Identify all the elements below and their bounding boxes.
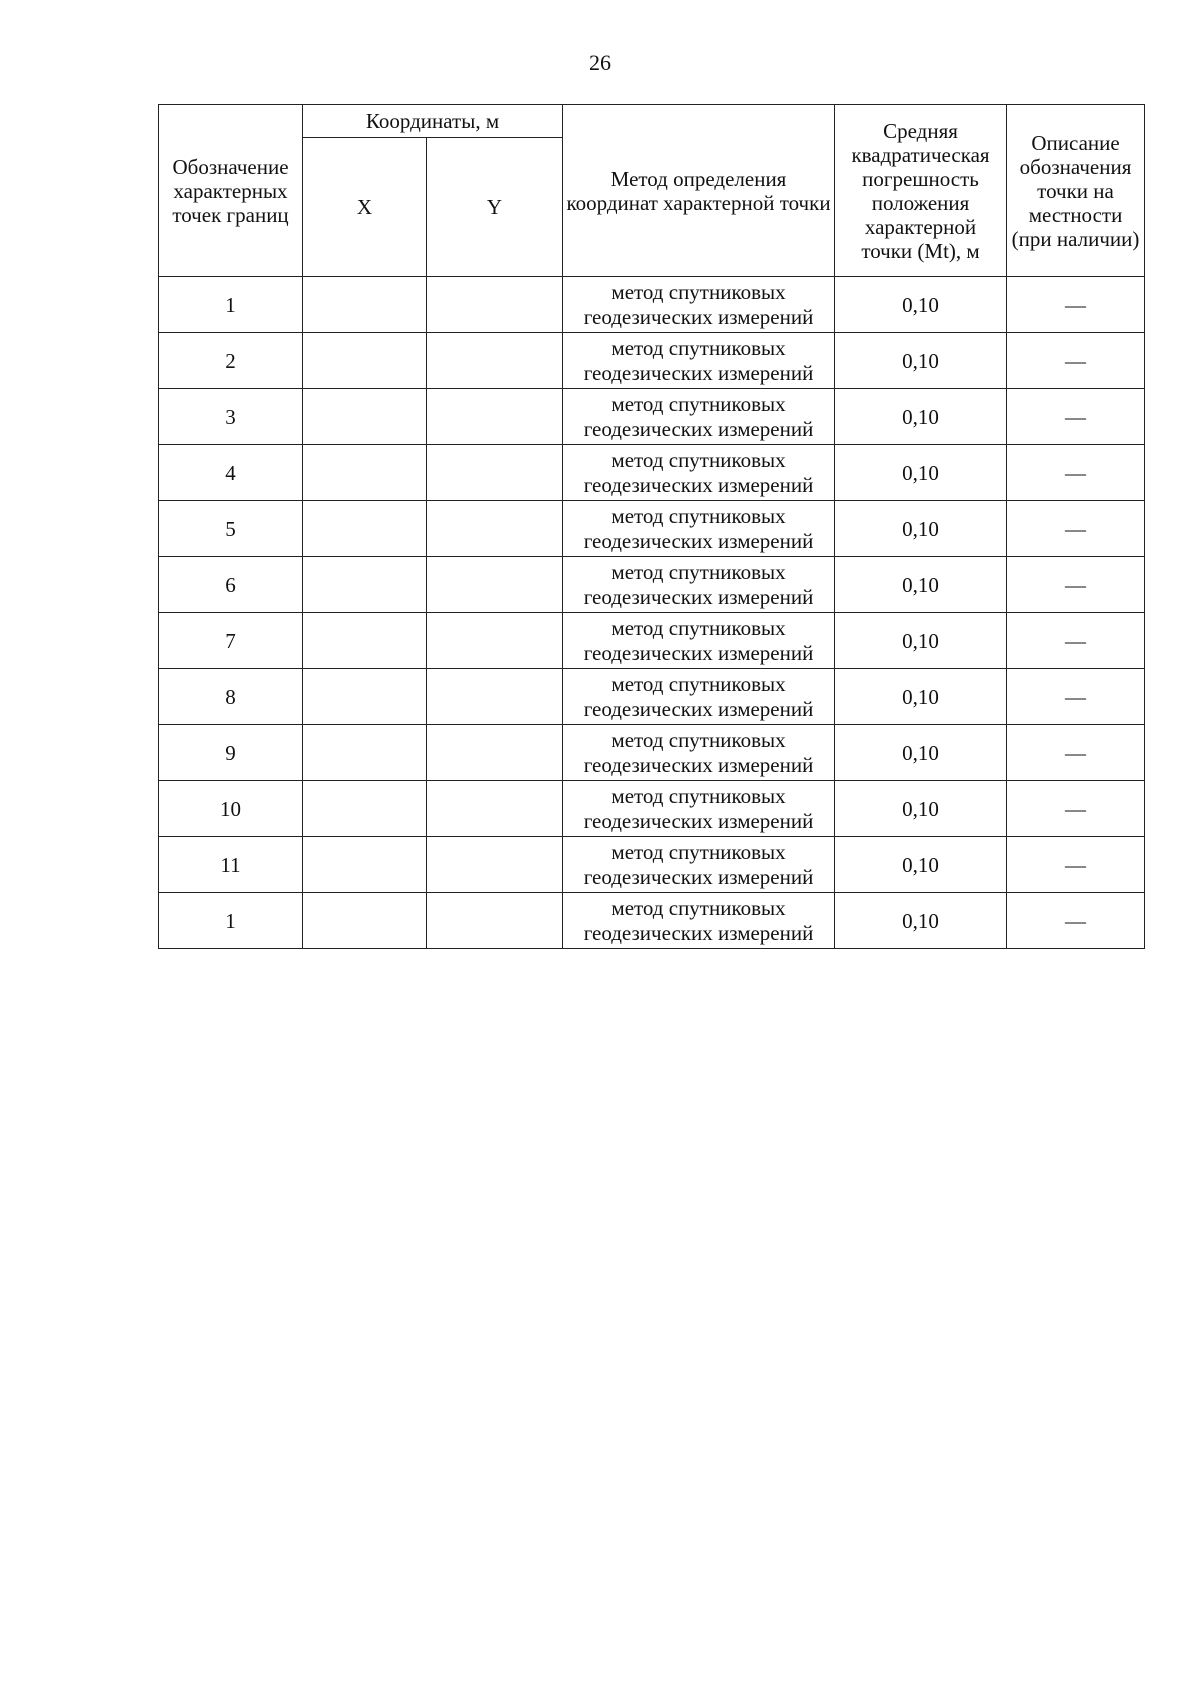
cell-accuracy: 0,10 [835,501,1007,557]
cell-description: — [1007,893,1145,949]
cell-method [563,277,835,333]
method-line1: метод спутниковых [611,671,786,696]
cell-point: 8 [159,669,303,725]
cell-point: 10 [159,781,303,837]
cell-x [303,389,427,445]
cell-point: 1 [159,893,303,949]
table-row [159,725,1145,781]
cell-description: — [1007,501,1145,557]
table-row [159,557,1145,613]
cell-y [427,837,563,893]
method-line1: метод спутниковых [611,615,786,640]
cell-x [303,557,427,613]
cell-y [427,333,563,389]
cell-y [427,669,563,725]
header-method: Метод определения координат характерной точки [563,105,835,277]
method-line1: метод спутниковых [611,335,786,360]
cell-method [563,445,835,501]
method-line2: геодезических измерений [583,752,814,777]
cell-y [427,613,563,669]
cell-method [563,893,835,949]
cell-method [563,669,835,725]
cell-y [427,501,563,557]
cell-point: 4 [159,445,303,501]
cell-point: 5 [159,501,303,557]
method-line1: метод спутниковых [611,503,786,528]
method-line2: геодезических измерений [583,472,814,497]
table-row [159,389,1145,445]
cell-method [563,333,835,389]
table-row [159,613,1145,669]
header-x: X [303,138,427,277]
header-accuracy: Средняя квадратическая погрешность положения характерной точки (Mt), м [835,105,1007,277]
cell-description: — [1007,445,1145,501]
method-line2: геодезических измерений [583,696,814,721]
cell-y [427,893,563,949]
method-line1: метод спутниковых [611,447,786,472]
page-number: 26 [589,50,611,75]
cell-description: — [1007,333,1145,389]
cell-accuracy: 0,10 [835,893,1007,949]
method-line2: геодезических измерений [583,808,814,833]
cell-point: 9 [159,725,303,781]
method-line2: геодезических измерений [583,864,814,889]
method-line1: метод спутниковых [611,895,786,920]
cell-method [563,725,835,781]
cell-x [303,893,427,949]
cell-accuracy: 0,10 [835,725,1007,781]
method-line2: геодезических измерений [583,528,814,553]
cell-point: 1 [159,277,303,333]
cell-accuracy: 0,10 [835,277,1007,333]
method-line2: геодезических измерений [583,640,814,665]
cell-point: 3 [159,389,303,445]
cell-method [563,557,835,613]
cell-y [427,725,563,781]
method-line2: геодезических измерений [583,304,814,329]
method-line1: метод спутниковых [611,839,786,864]
cell-accuracy: 0,10 [835,557,1007,613]
cell-method [563,501,835,557]
method-line1: метод спутниковых [611,783,786,808]
cell-x [303,613,427,669]
table-row [159,333,1145,389]
cell-point: 2 [159,333,303,389]
cell-point: 7 [159,613,303,669]
cell-x [303,725,427,781]
method-line2: геодезических измерений [583,416,814,441]
cell-x [303,669,427,725]
cell-accuracy: 0,10 [835,613,1007,669]
table-row [159,837,1145,893]
method-line1: метод спутниковых [611,279,786,304]
cell-description: — [1007,613,1145,669]
cell-description: — [1007,277,1145,333]
cell-accuracy: 0,10 [835,669,1007,725]
cell-accuracy: 0,10 [835,445,1007,501]
cell-x [303,781,427,837]
cell-y [427,277,563,333]
method-line2: геодезических измерений [583,360,814,385]
cell-description: — [1007,557,1145,613]
method-line2: геодезических измерений [583,920,814,945]
cell-method [563,389,835,445]
table-row [159,781,1145,837]
cell-x [303,333,427,389]
cell-description: — [1007,781,1145,837]
method-line1: метод спутниковых [611,391,786,416]
boundary-points-table [158,104,1145,949]
cell-x [303,501,427,557]
cell-y [427,781,563,837]
cell-x [303,277,427,333]
method-line1: метод спутниковых [611,559,786,584]
cell-point: 11 [159,837,303,893]
header-description: Описание обозначения точки на местности (при наличии) [1007,105,1145,277]
cell-description: — [1007,389,1145,445]
cell-description: — [1007,725,1145,781]
table-row [159,277,1145,333]
table-body [159,277,1145,949]
cell-point: 6 [159,557,303,613]
cell-accuracy: 0,10 [835,389,1007,445]
header-point-designation: Обозначение характерных точек границ [159,105,303,277]
cell-description: — [1007,837,1145,893]
cell-y [427,445,563,501]
table-row [159,445,1145,501]
cell-method [563,781,835,837]
table-row [159,501,1145,557]
cell-y [427,557,563,613]
header-coordinates: Координаты, м [303,105,563,138]
method-line2: геодезических измерений [583,584,814,609]
header-y: Y [427,138,563,277]
cell-description: — [1007,669,1145,725]
method-line1: метод спутниковых [611,727,786,752]
cell-accuracy: 0,10 [835,781,1007,837]
cell-method [563,837,835,893]
cell-x [303,837,427,893]
table-row [159,893,1145,949]
table-row [159,669,1145,725]
cell-y [427,389,563,445]
cell-accuracy: 0,10 [835,333,1007,389]
cell-method [563,613,835,669]
cell-accuracy: 0,10 [835,837,1007,893]
cell-x [303,445,427,501]
